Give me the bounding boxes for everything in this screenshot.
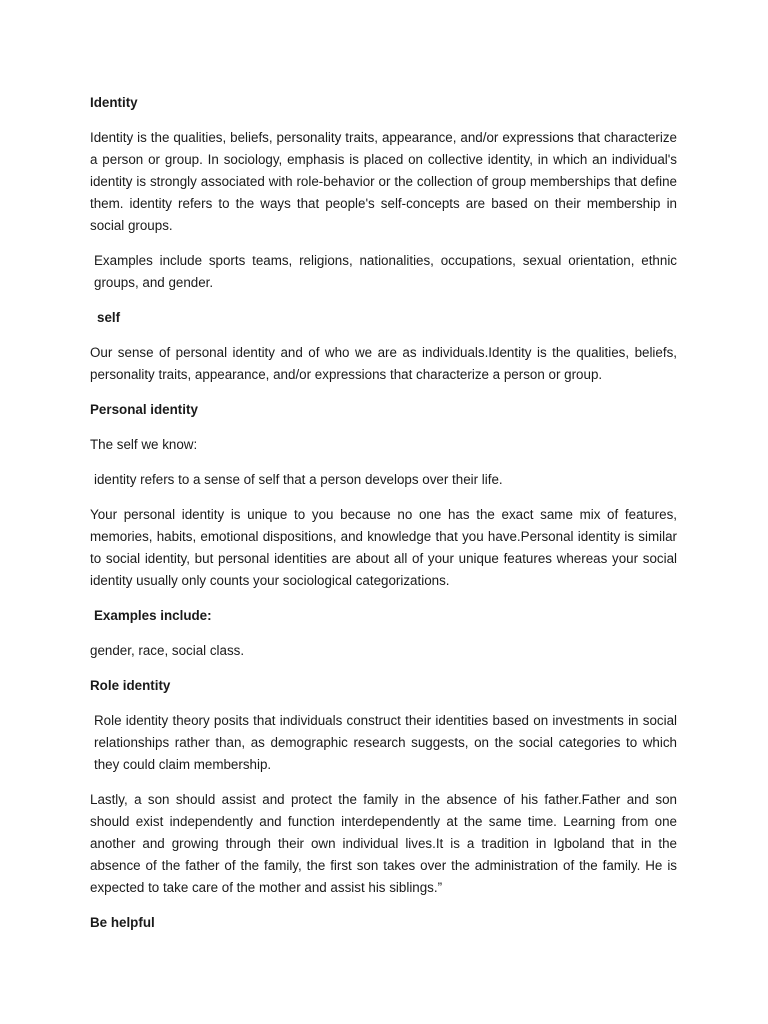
heading-be-helpful: Be helpful xyxy=(90,915,155,930)
document-page xyxy=(90,92,677,947)
paragraph-identity-definition: Identity is the qualities, beliefs, personality traits, appearance, and/or expressions that characterize a person or group. In sociology, emphasis is placed on collective identity, in which an individual's identity is strongly associated with role-behavior or the collection of group memberships that define them. identity refers to the ways that people's self-concepts are based on their membership in social groups. xyxy=(90,130,677,233)
heading-personal-identity: Personal identity xyxy=(90,402,198,417)
heading-identity: Identity xyxy=(90,95,138,110)
paragraph-identity-examples: Examples include sports teams, religions, nationalities, occupations, sexual orientation, ethnic groups, and gender. xyxy=(94,253,677,290)
paragraph-self-we-know: The self we know: xyxy=(90,437,198,452)
paragraph-son-assist-family: Lastly, a son should assist and protect the family in the absence of his father.Father and son should exist independently and function interdependently at the same time. Learning from one another and growing through their own individual lives.It is a tradition in Igboland that in the absence of the father of the family, the first son takes over the administration of the family. He is expected to take care of the mother and assist his siblings.” xyxy=(90,792,677,895)
heading-examples-include: Examples include: xyxy=(94,608,212,623)
paragraph-self-definition: Our sense of personal identity and of who we are as individuals.Identity is the qualities, beliefs, personality traits, appearance, and/or expressions that characterize a person or group. xyxy=(90,345,677,382)
heading-self: self xyxy=(97,310,121,325)
paragraph-examples-list: gender, race, social class. xyxy=(90,643,245,658)
paragraph-role-identity-theory: Role identity theory posits that individuals construct their identities based on investments in social relationships rather than, as demographic research suggests, on the social categories to which they could claim membership. xyxy=(94,713,677,772)
paragraph-identity-sense-of-self: identity refers to a sense of self that a person develops over their life. xyxy=(94,472,503,487)
paragraph-personal-identity-unique: Your personal identity is unique to you because no one has the exact same mix of features, memories, habits, emotional dispositions, and knowledge that you have.Personal identity is similar to social identity, but personal identities are about all of your unique features whereas your social identity usually only counts your sociological categorizations. xyxy=(90,507,677,588)
heading-role-identity: Role identity xyxy=(90,678,171,693)
